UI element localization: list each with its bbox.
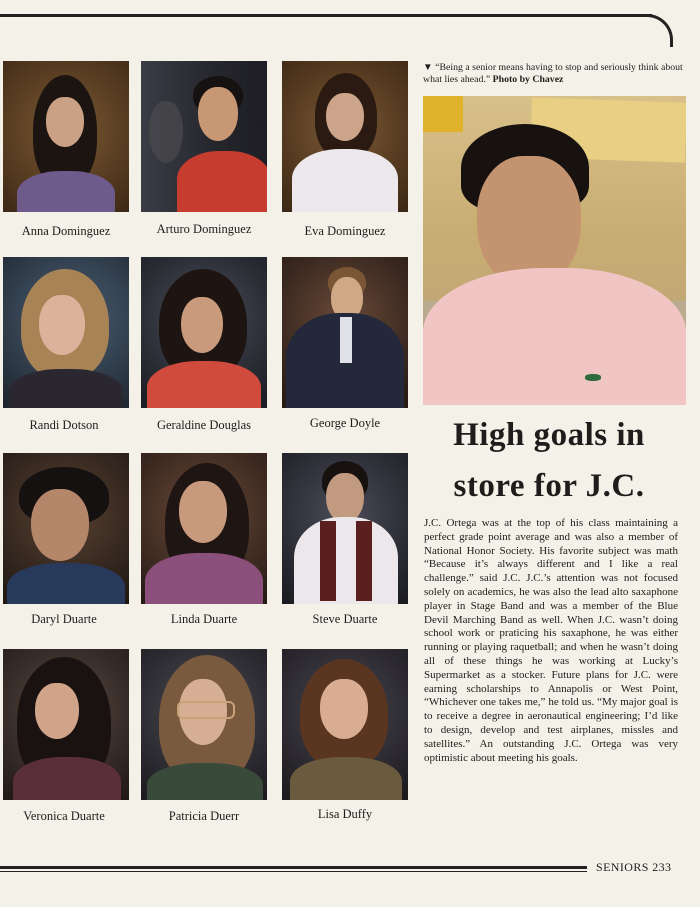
feature-headline: High goals in store for J.C. xyxy=(453,417,645,504)
senior-name: Veronica Duarte xyxy=(23,809,105,823)
senior-name: Eva Dominguez xyxy=(304,224,386,238)
portrait-arturo-dominguez xyxy=(141,61,267,212)
portrait-lisa-duffy xyxy=(282,649,408,800)
page-number: 233 xyxy=(652,860,672,874)
portrait-daryl-duarte xyxy=(3,453,129,604)
senior-name: Anna Dominguez xyxy=(21,224,111,238)
caption-credit: Photo by Chavez xyxy=(492,74,564,85)
section-label: SENIORS xyxy=(596,860,649,874)
senior-name: Randi Dotson xyxy=(29,418,99,432)
portrait-george-doyle xyxy=(282,257,408,408)
photo-caption xyxy=(423,62,683,86)
senior-name: George Doyle xyxy=(309,416,381,430)
portrait-patricia-duerr xyxy=(141,649,267,800)
senior-name: Arturo Dominguez xyxy=(156,222,252,236)
portrait-randi-dotson xyxy=(3,257,129,408)
senior-name: Linda Duarte xyxy=(170,612,238,626)
footer-rule xyxy=(0,866,587,869)
senior-name: Daryl Duarte xyxy=(31,612,97,626)
senior-name: Patricia Duerr xyxy=(168,809,240,823)
senior-name: Steve Duarte xyxy=(312,612,378,626)
senior-name: Geraldine Douglas xyxy=(156,418,252,432)
portrait-geraldine-douglas xyxy=(141,257,267,408)
page-folio xyxy=(596,860,671,875)
portrait-steve-duarte xyxy=(282,453,408,604)
portrait-veronica-duarte xyxy=(3,649,129,800)
senior-name: Lisa Duffy xyxy=(317,807,373,821)
footer-rule-thin xyxy=(0,871,587,872)
portrait-anna-dominguez xyxy=(3,61,129,212)
portrait-eva-dominguez xyxy=(282,61,408,212)
portrait-linda-duarte xyxy=(141,453,267,604)
caption-quote: “Being a senior means having to stop and seriously think about what lies ahead.” xyxy=(423,62,683,85)
top-corner-rule xyxy=(628,14,673,47)
caption-marker: ▼ xyxy=(423,62,433,73)
feature-photo xyxy=(423,96,686,405)
feature-story: J.C. Ortega was at the top of his class maintaining a perfect grade point average and was also a member of National Honor Society. His favorite subject was math “Because it’s always different and I like a real challenge.” said J.C. J.C.’s attention was not focused solely on academics, he was also the lead alto saxaphone player in Stage Band and was a member of the Blue Devil Marching Band as well. When J.C. wasn’t doing school work or praticing his saxaphone, he was either running or playing raquetball; and when he wasn’t doing all of these things he was working at Lucky’s Supermarket as a stocker. Future plans for J.C. were earning scholarships to Annapolis or West Point, “Whichever one takes me,” he told us. “My major goal is to receive a degree in aeronautical engineering; I’d like to design, develop and test airplanes, missles and satellites.” An outstanding J.C. Ortega was very optimistic about meeting his goals. xyxy=(424,517,678,764)
top-rule xyxy=(0,14,652,17)
